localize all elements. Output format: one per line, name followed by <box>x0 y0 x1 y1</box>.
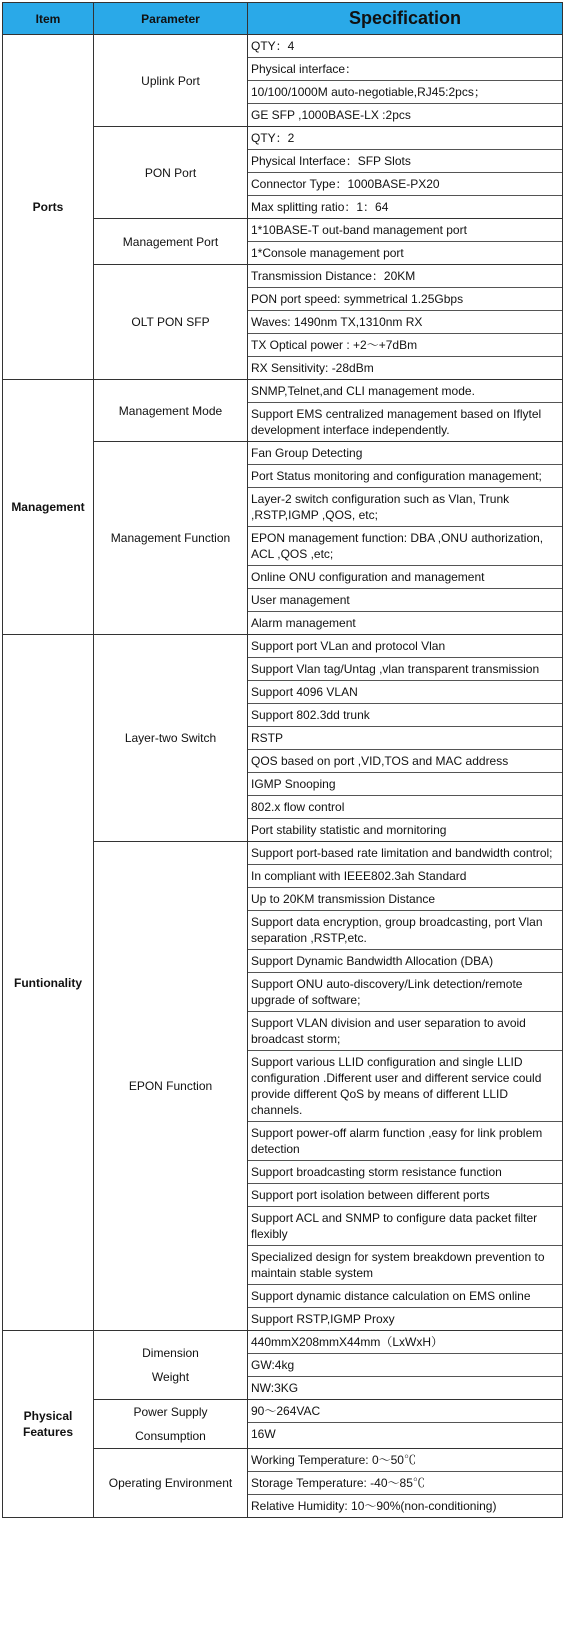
parameter-name: OLT PON SFP <box>131 315 210 329</box>
parameter-cell <box>94 127 248 219</box>
spec-line: EPON management function: DBA ,ONU authorization, ACL ,QOS ,etc; <box>248 527 562 566</box>
spec-line: QTY：2 <box>248 127 562 150</box>
item-cell: Funtionality <box>3 635 94 1331</box>
spec-line: Relative Humidity: 10～90%(non-conditioning) <box>251 1499 497 1513</box>
parameter-cell <box>94 842 248 1331</box>
item-cell: Physical Features <box>3 1331 94 1518</box>
spec-line: Max splitting ratio：1：64 <box>251 200 389 214</box>
parameter-name: Layer-two Switch <box>124 731 217 745</box>
spec-line: Transmission Distance：20KM <box>248 265 562 288</box>
specification-cell <box>248 380 563 442</box>
spec-line: Online ONU configuration and management <box>248 566 562 589</box>
parameter-column-header: Parameter <box>94 3 248 35</box>
spec-line: Up to 20KM transmission Distance <box>248 888 562 911</box>
specification-column-header: Specification <box>248 3 563 35</box>
specification-cell <box>248 442 563 635</box>
parameter-name: Dimension <box>142 1346 199 1360</box>
table-row <box>3 1331 563 1400</box>
parameter-name: Management Mode <box>118 403 223 418</box>
specification-cell <box>248 1449 563 1518</box>
spec-line: Support broadcasting storm resistance function <box>248 1161 562 1184</box>
spec-line: In compliant with IEEE802.3ah Standard <box>248 865 562 888</box>
parameter-name: Consumption <box>135 1429 206 1443</box>
spec-line: Physical Interface：SFP Slots <box>248 150 562 173</box>
spec-line: Layer-2 switch configuration such as Vlan, Trunk ,RSTP,IGMP ,QOS, etc; <box>248 488 562 527</box>
spec-line: Support port-based rate limitation and bandwidth control; <box>248 842 562 865</box>
spec-line: Support VLAN division and user separation to avoid broadcast storm; <box>248 1012 562 1051</box>
specification-cell <box>248 35 563 127</box>
parameter-cell <box>94 1449 248 1518</box>
table-row <box>3 35 563 127</box>
parameter-cell <box>94 635 248 842</box>
spec-line: Support ACL and SNMP to configure data packet filter flexibly <box>248 1207 562 1246</box>
item-cell: Management <box>3 380 94 635</box>
spec-line: Physical interface： <box>248 58 562 81</box>
spec-line: Support Dynamic Bandwidth Allocation (DBA) <box>248 950 562 973</box>
spec-line: GE SFP ,1000BASE-LX :2pcs <box>251 108 411 122</box>
header-row <box>3 3 563 35</box>
specification-cell <box>248 842 563 1331</box>
spec-line: NW:3KG <box>251 1381 299 1395</box>
spec-line: Waves: 1490nm TX,1310nm RX <box>248 311 562 334</box>
parameter-name: Management Function <box>110 531 231 545</box>
spec-line: Support dynamic distance calculation on EMS online <box>248 1285 562 1308</box>
spec-line: Support 802.3dd trunk <box>248 704 562 727</box>
parameter-name: Weight <box>151 1370 190 1384</box>
item-cell: Ports <box>3 35 94 380</box>
specification-cell <box>248 635 563 842</box>
parameter-cell <box>94 265 248 380</box>
spec-line: QOS based on port ,VID,TOS and MAC address <box>248 750 562 773</box>
spec-line: 10/100/1000M auto-negotiable,RJ45:2pcs； <box>248 81 562 104</box>
parameter-name: Operating Environment <box>108 1476 233 1490</box>
parameter-name: Power Supply <box>133 1405 208 1419</box>
spec-line: 1*10BASE-T out-band management port <box>248 219 562 242</box>
parameter-name: EPON Function <box>128 1079 213 1093</box>
spec-line: TX Optical power : +2～+7dBm <box>248 334 562 357</box>
specification-cell <box>248 265 563 380</box>
spec-line: 16W <box>251 1427 276 1441</box>
parameter-cell <box>94 380 248 442</box>
parameter-name: Management Port <box>122 234 219 249</box>
spec-line: 1*Console management port <box>251 246 404 260</box>
parameter-name: PON Port <box>144 165 197 180</box>
spec-line: Support EMS centralized management based on Iflytel development interface independently. <box>251 407 542 437</box>
parameter-name: Uplink Port <box>141 73 200 88</box>
specification-cell <box>248 1400 563 1449</box>
spec-table <box>2 2 563 1518</box>
spec-line: 802.x flow control <box>248 796 562 819</box>
spec-line: IGMP Snooping <box>248 773 562 796</box>
spec-table-body <box>3 35 563 1518</box>
specification-cell <box>248 219 563 265</box>
spec-line: Alarm management <box>251 616 356 630</box>
spec-line: User management <box>248 589 562 612</box>
spec-line: Port stability statistic and mornitoring <box>251 823 447 837</box>
spec-line: Support port VLan and protocol Vlan <box>248 635 562 658</box>
spec-line: Support power-off alarm function ,easy for link problem detection <box>248 1122 562 1161</box>
spec-line: 440mmX208mmX44mm（LxWxH） <box>248 1331 562 1354</box>
spec-line: Support 4096 VLAN <box>248 681 562 704</box>
spec-line: PON port speed: symmetrical 1.25Gbps <box>248 288 562 311</box>
spec-line: Support various LLID configuration and single LLID configuration .Different user and different service could provide different QoS by means of different LLID channels. <box>248 1051 562 1122</box>
spec-line: Fan Group Detecting <box>248 442 562 465</box>
spec-line: Working Temperature: 0～50℃ <box>248 1449 562 1472</box>
spec-line: Storage Temperature: -40～85℃ <box>248 1472 562 1495</box>
parameter-cell <box>94 1331 248 1400</box>
spec-line: Support RSTP,IGMP Proxy <box>251 1312 395 1326</box>
spec-line: Support Vlan tag/Untag ,vlan transparent transmission <box>248 658 562 681</box>
spec-line: Port Status monitoring and configuration management; <box>248 465 562 488</box>
spec-line: SNMP,Telnet,and CLI management mode. <box>248 380 562 403</box>
table-row <box>3 635 563 842</box>
specification-cell <box>248 127 563 219</box>
spec-line: QTY：4 <box>248 35 562 58</box>
spec-line: Connector Type：1000BASE-PX20 <box>248 173 562 196</box>
spec-line: Support ONU auto-discovery/Link detection/remote upgrade of software; <box>248 973 562 1012</box>
spec-line: Support data encryption, group broadcasting, port Vlan separation ,RSTP,etc. <box>248 911 562 950</box>
parameter-cell <box>94 35 248 127</box>
parameter-cell <box>94 1400 248 1449</box>
parameter-cell <box>94 442 248 635</box>
spec-line: Specialized design for system breakdown prevention to maintain stable system <box>248 1246 562 1285</box>
item-column-header: Item <box>3 3 94 35</box>
spec-line: RX Sensitivity: -28dBm <box>251 361 374 375</box>
spec-line: Support port isolation between different ports <box>248 1184 562 1207</box>
spec-line: GW:4kg <box>248 1354 562 1377</box>
table-row <box>3 380 563 442</box>
spec-line: RSTP <box>248 727 562 750</box>
specification-cell <box>248 1331 563 1400</box>
parameter-cell <box>94 219 248 265</box>
spec-line: 90～264VAC <box>248 1400 562 1423</box>
